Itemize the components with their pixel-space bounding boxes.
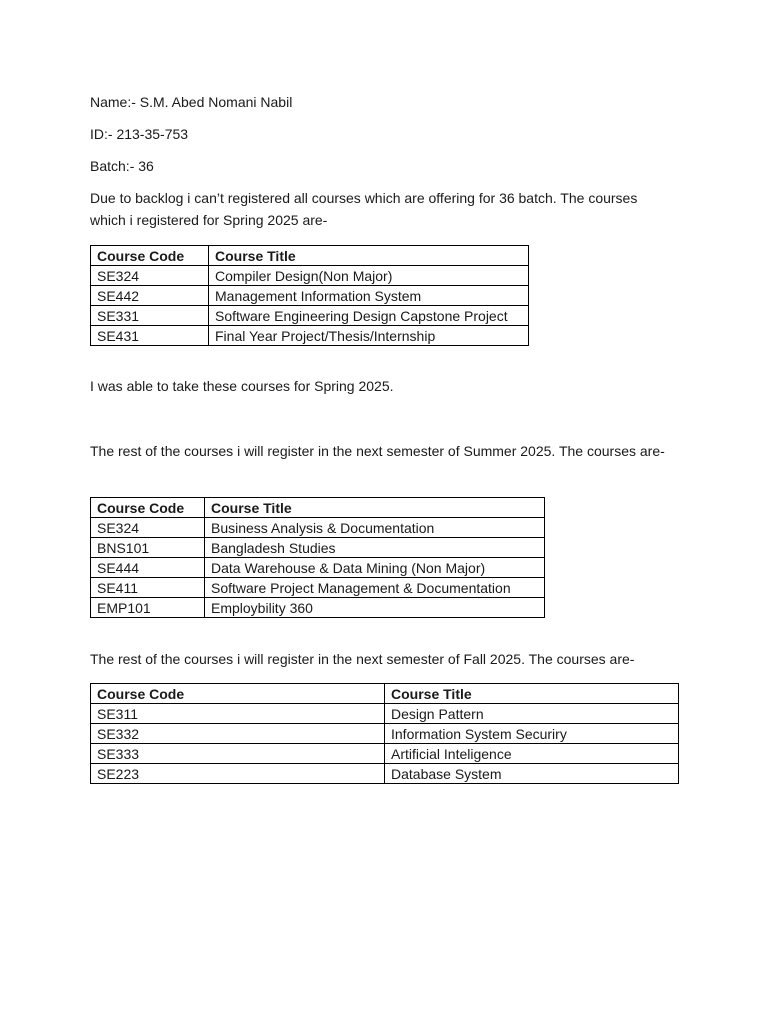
course-title: Compiler Design(Non Major) bbox=[209, 266, 529, 286]
summer-paragraph: The rest of the courses i will register in the next semester of Summer 2025. The courses are- bbox=[90, 443, 665, 459]
course-title: Bangladesh Studies bbox=[205, 538, 545, 558]
table-row bbox=[91, 578, 545, 598]
course-code: SE324 bbox=[91, 518, 205, 538]
course-code: SE331 bbox=[91, 306, 209, 326]
table-row bbox=[91, 558, 545, 578]
course-code: SE442 bbox=[91, 286, 209, 306]
column-header-title: Course Title bbox=[205, 498, 545, 518]
course-title: Software Engineering Design Capstone Project bbox=[209, 306, 529, 326]
course-title: Information System Securiry bbox=[385, 724, 679, 744]
course-code: SE333 bbox=[91, 744, 385, 764]
column-header-code: Course Code bbox=[91, 498, 205, 518]
column-header-title: Course Title bbox=[209, 246, 529, 266]
course-title: Business Analysis & Documentation bbox=[205, 518, 545, 538]
table-row bbox=[91, 598, 545, 618]
course-title: Design Pattern bbox=[385, 704, 679, 724]
course-code: SE223 bbox=[91, 764, 385, 784]
course-title: Data Warehouse & Data Mining (Non Major) bbox=[205, 558, 545, 578]
column-header-title: Course Title bbox=[385, 684, 679, 704]
course-code: SE324 bbox=[91, 266, 209, 286]
course-code: SE332 bbox=[91, 724, 385, 744]
course-title: Employbility 360 bbox=[205, 598, 545, 618]
course-code: SE411 bbox=[91, 578, 205, 598]
table-row bbox=[91, 286, 529, 306]
table-row bbox=[91, 764, 679, 784]
student-name: Name:- S.M. Abed Nomani Nabil bbox=[90, 94, 293, 110]
table-header-row bbox=[91, 498, 545, 518]
intro-paragraph: Due to backlog i can’t registered all courses which are offering for 36 batch. The courses which i registered for Spring 2025 are- bbox=[90, 190, 638, 228]
course-title: Final Year Project/Thesis/Internship bbox=[209, 326, 529, 346]
table-header-row bbox=[91, 246, 529, 266]
table-row bbox=[91, 744, 679, 764]
table-row bbox=[91, 326, 529, 346]
student-id: ID:- 213-35-753 bbox=[90, 126, 189, 142]
column-header-code: Course Code bbox=[91, 684, 385, 704]
course-code: EMP101 bbox=[91, 598, 205, 618]
course-code: SE431 bbox=[91, 326, 209, 346]
spring-courses-table bbox=[90, 245, 529, 346]
course-title: Database System bbox=[385, 764, 679, 784]
student-batch: Batch:- 36 bbox=[90, 158, 154, 174]
table-row bbox=[91, 538, 545, 558]
course-code: SE444 bbox=[91, 558, 205, 578]
summer-courses-table bbox=[90, 497, 545, 618]
spring-note: I was able to take these courses for Spring 2025. bbox=[90, 378, 394, 394]
table-row bbox=[91, 306, 529, 326]
fall-courses-table bbox=[90, 683, 679, 784]
table-row bbox=[91, 266, 529, 286]
column-header-code: Course Code bbox=[91, 246, 209, 266]
course-title: Management Information System bbox=[209, 286, 529, 306]
table-row bbox=[91, 518, 545, 538]
table-row bbox=[91, 724, 679, 744]
table-header-row bbox=[91, 684, 679, 704]
course-title: Artificial Inteligence bbox=[385, 744, 679, 764]
fall-paragraph: The rest of the courses i will register in the next semester of Fall 2025. The courses are- bbox=[90, 651, 635, 667]
course-code: SE311 bbox=[91, 704, 385, 724]
course-title: Software Project Management & Documentation bbox=[205, 578, 545, 598]
table-row bbox=[91, 704, 679, 724]
course-code: BNS101 bbox=[91, 538, 205, 558]
